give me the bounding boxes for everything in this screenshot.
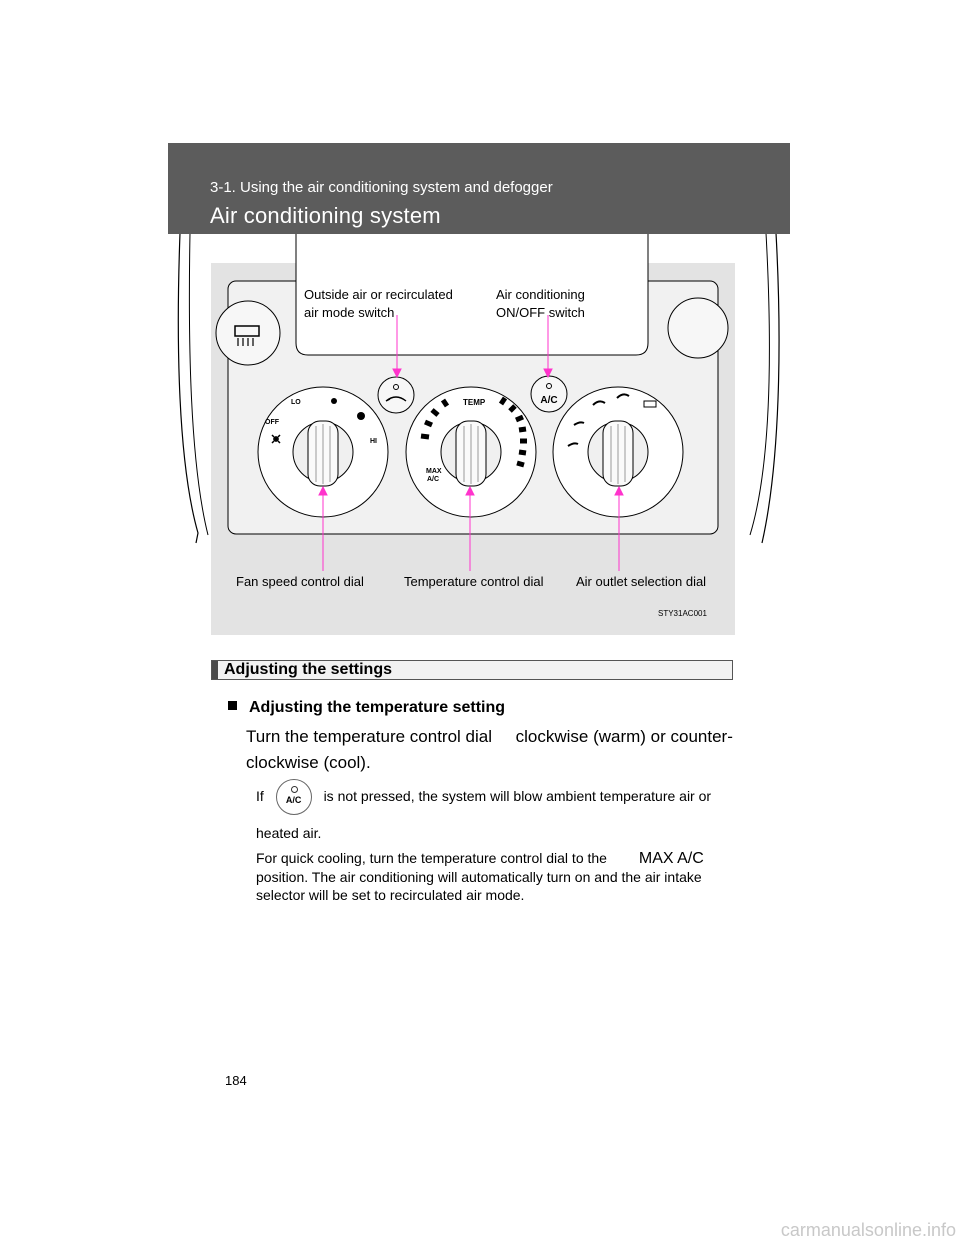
ac-button-label: A/C bbox=[540, 395, 558, 406]
page-number: 184 bbox=[225, 1073, 247, 1088]
section-bar-title: Adjusting the settings bbox=[224, 661, 392, 678]
bullet-square-icon bbox=[228, 701, 237, 710]
ac-button-icon bbox=[276, 779, 312, 815]
note-ac-button bbox=[256, 778, 736, 851]
note2-max-ac: MAX A/C bbox=[638, 850, 704, 867]
section-bar bbox=[211, 660, 733, 680]
section-breadcrumb: 3-1. Using the air conditioning system and defogger bbox=[210, 179, 553, 196]
body-line-1: Turn the temperature control dial clockwise (warm) or counter- bbox=[246, 727, 733, 746]
temp-dial-label: TEMP bbox=[463, 398, 486, 407]
ac-button-icon-label: A/C bbox=[285, 795, 302, 806]
figure-code: STY31AC001 bbox=[658, 609, 707, 618]
body-paragraph bbox=[246, 724, 746, 776]
label-recirc-line2: air mode switch bbox=[304, 305, 395, 320]
label-ac-line2: ON/OFF switch bbox=[496, 305, 585, 320]
note1-text: is not pressed, the system will blow ambient temperature air or heated air. bbox=[256, 788, 712, 842]
fan-dial-off: OFF bbox=[265, 419, 279, 426]
label-outlet-dial: Air outlet selection dial bbox=[576, 574, 707, 589]
label-fan-speed-dial: Fan speed control dial bbox=[236, 574, 364, 589]
label-recirc-line1: Outside air or recirculated bbox=[304, 287, 453, 302]
page-title: Air conditioning system bbox=[210, 203, 441, 228]
section-bar-accent bbox=[212, 661, 218, 679]
label-temperature-dial: Temperature control dial bbox=[404, 574, 544, 589]
chapter-header bbox=[168, 143, 790, 234]
temp-dial-max-ac: A/C bbox=[427, 476, 440, 483]
watermark: carmanualsonline.info bbox=[780, 1220, 956, 1240]
temp-dial-max: MAX bbox=[426, 468, 442, 475]
note-quick-cooling bbox=[256, 849, 736, 904]
note2-text: position. The air conditioning will automatically turn on and the air intake selector will be set to recirculated air mode. bbox=[256, 869, 702, 903]
subheading bbox=[228, 699, 505, 717]
body-line-2: clockwise (cool). bbox=[246, 753, 371, 772]
note2-prefix: For quick cooling, turn the temperature control dial to the bbox=[256, 850, 607, 866]
fan-dial-hi: HI bbox=[370, 438, 377, 445]
note1-prefix: If bbox=[256, 788, 264, 804]
subheading-text: Adjusting the temperature setting bbox=[249, 699, 506, 716]
label-ac-line1: Air conditioning bbox=[496, 287, 585, 302]
fan-dial-lo: LO bbox=[291, 399, 301, 406]
